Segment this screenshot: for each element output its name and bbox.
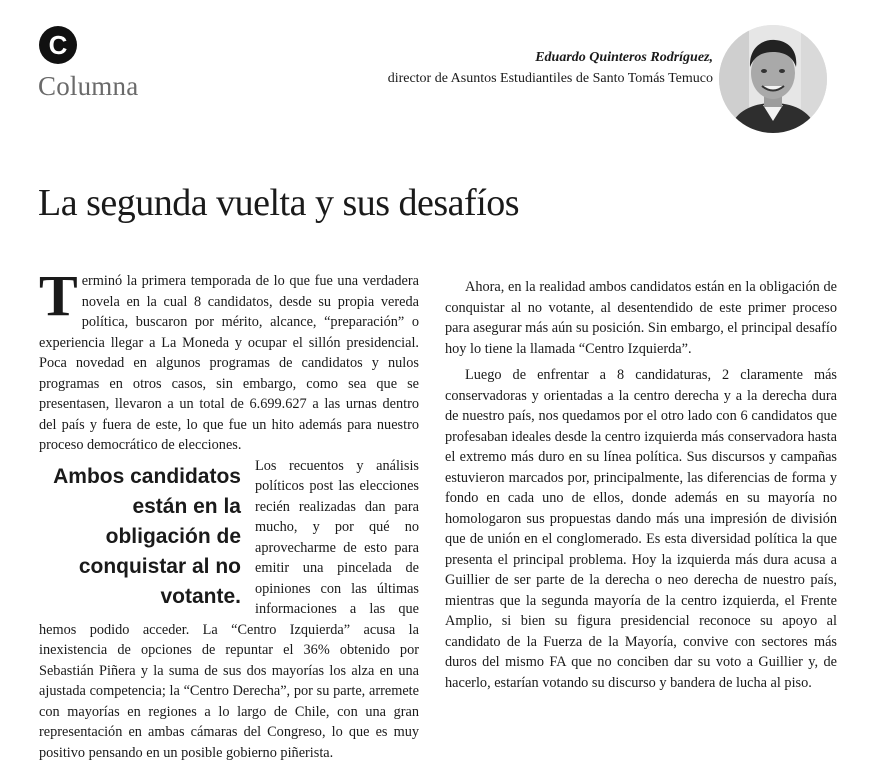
author-role: director de Asuntos Estudiantiles de Santo Tomás Temuco xyxy=(388,71,713,87)
drop-cap: T xyxy=(39,273,78,319)
article-paragraph: Los recuentos y análisis políticos post las elecciones recién realizadas dan para mucho, y por qué no aprovecharme de esto para emitir una pincelada de opiniones con las últimas informaciones a las que hemos podido acceder. La “Centro Izquierda” acusa la inexistencia de opciones de repuntar el 36% obtenido por Sebastián Piñera y la suma de sus dos mayorías los alza en una ajustada competencia; la “Centro Derecha”, por su parte, arremete con mayorías en regiones a lo largo de Chile, con una gran representación en ambas cámaras del Congreso, lo que es muy positivo pensando en un posible gobierno piñerista. xyxy=(39,456,419,763)
section-label: Columna xyxy=(38,71,138,102)
author-name: Eduardo Quinteros Rodríguez, xyxy=(535,50,713,66)
pull-quote: Ambos candidatos están en la obligación de conquistar al no votante. xyxy=(51,462,241,612)
headline: La segunda vuelta y sus desafíos xyxy=(38,181,519,225)
section-badge: C xyxy=(39,26,77,64)
article-paragraph: Luego de enfrentar a 8 candidaturas, 2 claramente más conservadoras y orientadas a la centro derecha y a la derecha dura de nuestro país, nos quedamos por el otro lado con 6 candidatos que profesaban ideales desde la centro izquierda más conservadora hasta el extremo más duro en su línea política. Sus discursos y campañas estuvieron marcados por, principalmente, las diferencias de forma y fondo en cada uno de ellos, donde además en su mayoría no homologaron sus propuestas dando más una impresión de división que de unión en el conglomerado. Es esta diversidad política la que presenta el principal problema. Hoy la izquierda más dura acusa a Guillier de ser parte de la derecha o neo derecha de nuestro país, mientras que la segunda mayoría de la centro izquierda, el Frente Amplio, si bien su figura presidencial reconoce su apoyo al candidato de la Fuerza de la Mayoría, convive con sectores más duros del mismo FA que no conciben dar su voto a Guillier y, de hacerlo, estarían votando su discurso y bandera de lucha al piso. xyxy=(445,365,837,693)
article-paragraph xyxy=(39,271,419,456)
article-column-2 xyxy=(445,271,837,751)
author-portrait xyxy=(719,25,827,133)
article-column-1 xyxy=(39,271,419,751)
paragraph-text: erminó la primera temporada de lo que fue una verdadera novela en la cual 8 candidatos, desde su propia vereda política, buscaron por mérito, alcance, “preparación” o experiencia llegar a La Moneda y ocupar el sillón presidencial. Poca novedad en algunos programas de candidatos y nulos programas en otros casos, sin embargo, como sea que se presentasen, llevaron a un total de 6.699.627 a las urnas dentro del país y fuera de este, lo que fue un hito además para nuestro proceso democrático de elecciones. xyxy=(39,273,419,453)
article-paragraph: Ahora, en la realidad ambos candidatos están en la obligación de conquistar al no votante, al desentendido de este primer proceso para asegurar más aún su posición. Sin embargo, el principal desafío hoy lo tiene la llamada “Centro Izquierda”. xyxy=(445,277,837,359)
